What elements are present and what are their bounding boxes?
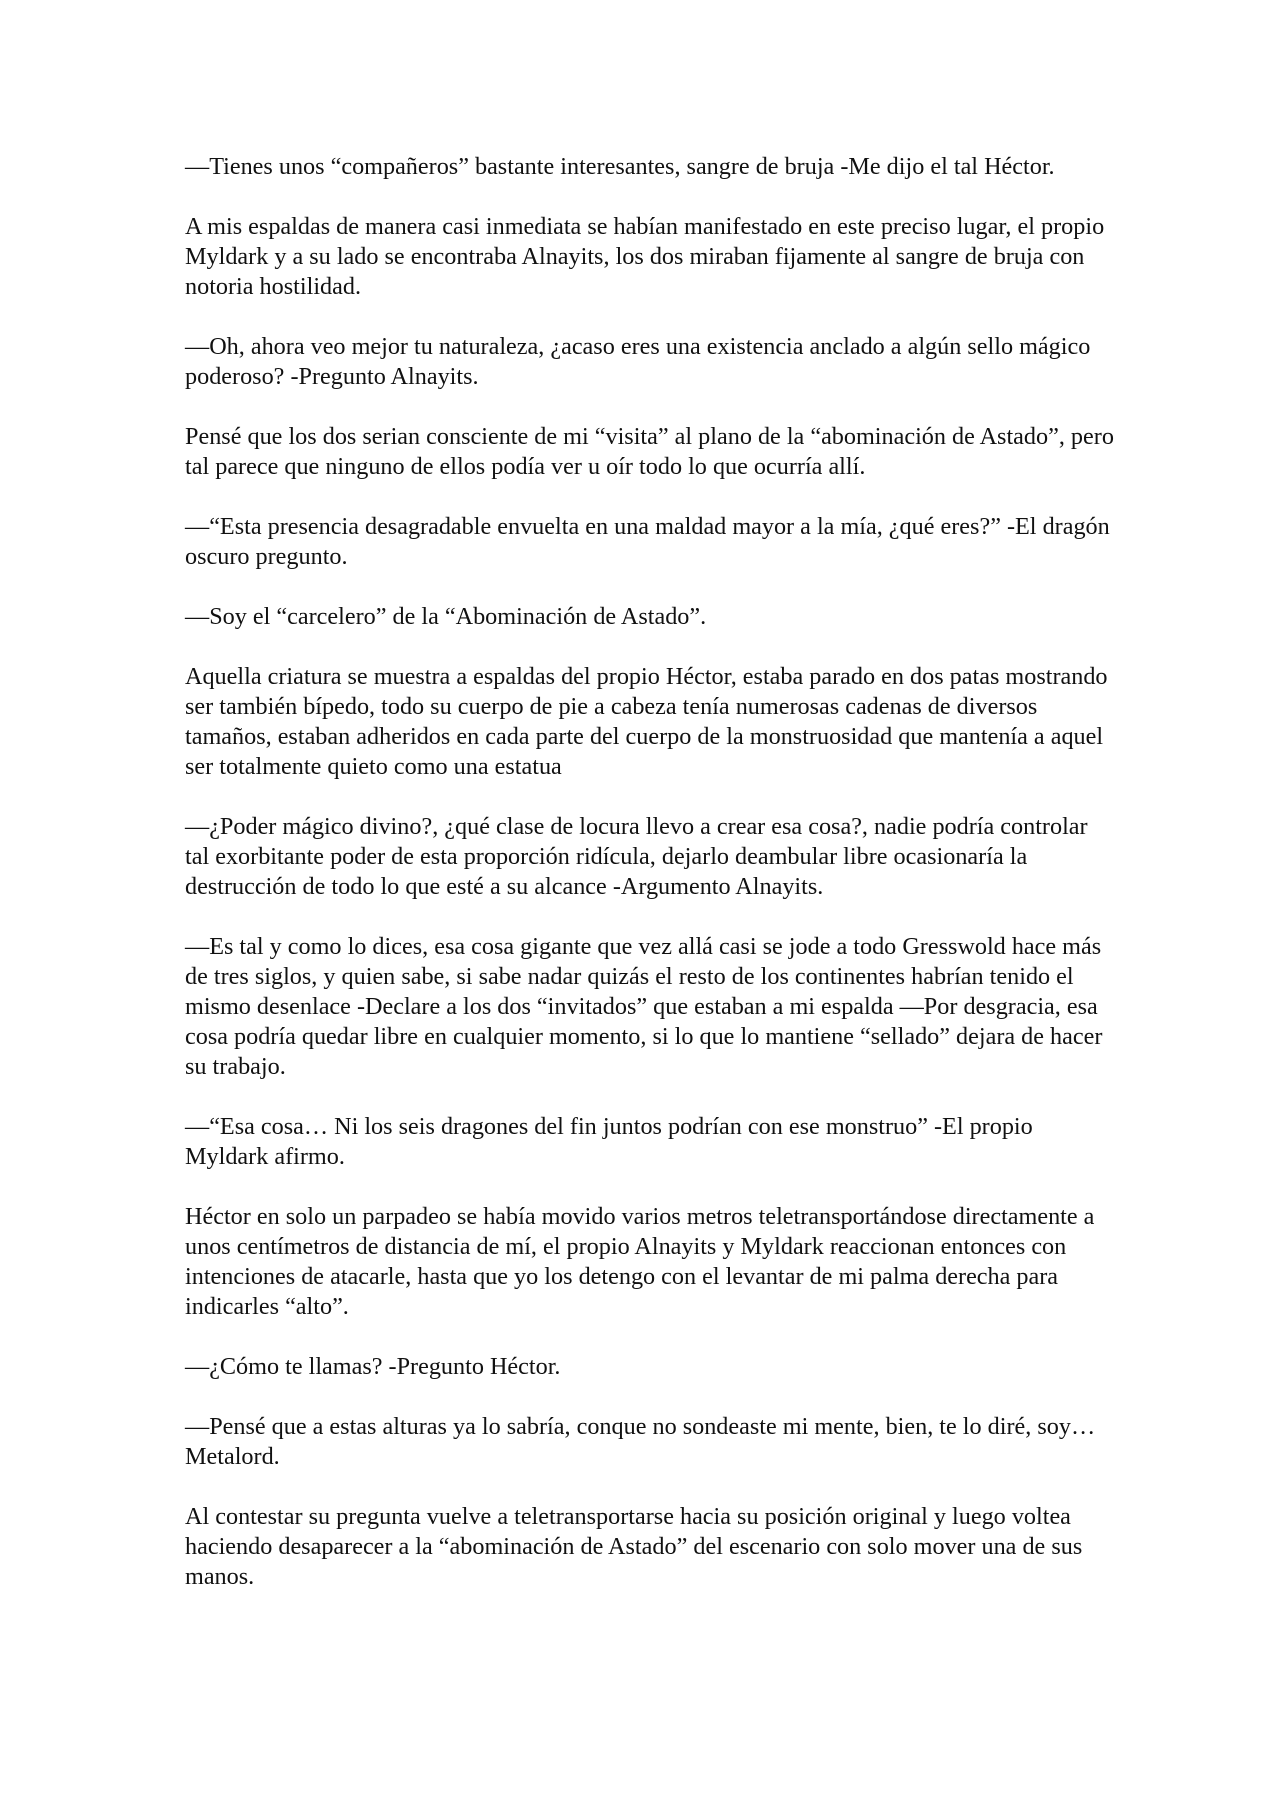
paragraph-11: Héctor en solo un parpadeo se había movido varios metros teletransportándose directamente a unos centímetros de distancia de mí, el propio Alnayits y Myldark reaccionan entonces con intenciones de atacarle, hasta que yo los detengo con el levantar de mi palma derecha para indicarles “alto”. <box>185 1203 1095 1320</box>
document-body <box>185 152 1115 1622</box>
paragraph-12: —¿Cómo te llamas? -Pregunto Héctor. <box>185 1353 561 1380</box>
paragraph-8: —¿Poder mágico divino?, ¿qué clase de locura llevo a crear esa cosa?, nadie podría controlar tal exorbitante poder de esta proporción ridícula, dejarlo deambular libre ocasionaría la destrucción de todo lo que esté a su alcance -Argumento Alnayits. <box>185 813 1088 900</box>
paragraph-14: Al contestar su pregunta vuelve a teletransportarse hacia su posición original y luego voltea haciendo desaparecer a la “abominación de Astado” del escenario con solo mover una de sus manos. <box>185 1503 1083 1590</box>
paragraph-9: —Es tal y como lo dices, esa cosa gigante que vez allá casi se jode a todo Gresswold hace más de tres siglos, y quien sabe, si sabe nadar quizás el resto de los continentes habrían tenido el mismo desenlace -Declare a los dos “invitados” que estaban a mi espalda —Por desgracia, esa cosa podría quedar libre en cualquier momento, si lo que lo mantiene “sellado” dejara de hacer su trabajo. <box>185 933 1103 1080</box>
paragraph-4: Pensé que los dos serian consciente de mi “visita” al plano de la “abominación de Astado”, pero tal parece que ninguno de ellos podía ver u oír todo lo que ocurría allí. <box>185 423 1114 480</box>
paragraph-1: —Tienes unos “compañeros” bastante interesantes, sangre de bruja -Me dijo el tal Héctor. <box>185 153 1055 180</box>
paragraph-2: A mis espaldas de manera casi inmediata se habían manifestado en este preciso lugar, el propio Myldark y a su lado se encontraba Alnayits, los dos miraban fijamente al sangre de bruja con notoria hostilidad. <box>185 213 1105 300</box>
paragraph-3: —Oh, ahora veo mejor tu naturaleza, ¿acaso eres una existencia anclado a algún sello mágico poderoso? -Pregunto Alnayits. <box>185 333 1091 390</box>
paragraph-7: Aquella criatura se muestra a espaldas del propio Héctor, estaba parado en dos patas mostrando ser también bípedo, todo su cuerpo de pie a cabeza tenía numerosas cadenas de diversos tamaños, estaban adheridos en cada parte del cuerpo de la monstruosidad que mantenía a aquel ser totalmente quieto como una estatua <box>185 663 1108 780</box>
paragraph-10: —“Esa cosa… Ni los seis dragones del fin juntos podrían con ese monstruo” -El propio Myldark afirmo. <box>185 1113 1033 1170</box>
paragraph-5: —“Esta presencia desagradable envuelta en una maldad mayor a la mía, ¿qué eres?” -El dragón oscuro pregunto. <box>185 513 1110 570</box>
paragraph-13: —Pensé que a estas alturas ya lo sabría, conque no sondeaste mi mente, bien, te lo diré, soy… Metalord. <box>185 1413 1096 1470</box>
paragraph-6: —Soy el “carcelero” de la “Abominación de Astado”. <box>185 603 707 630</box>
